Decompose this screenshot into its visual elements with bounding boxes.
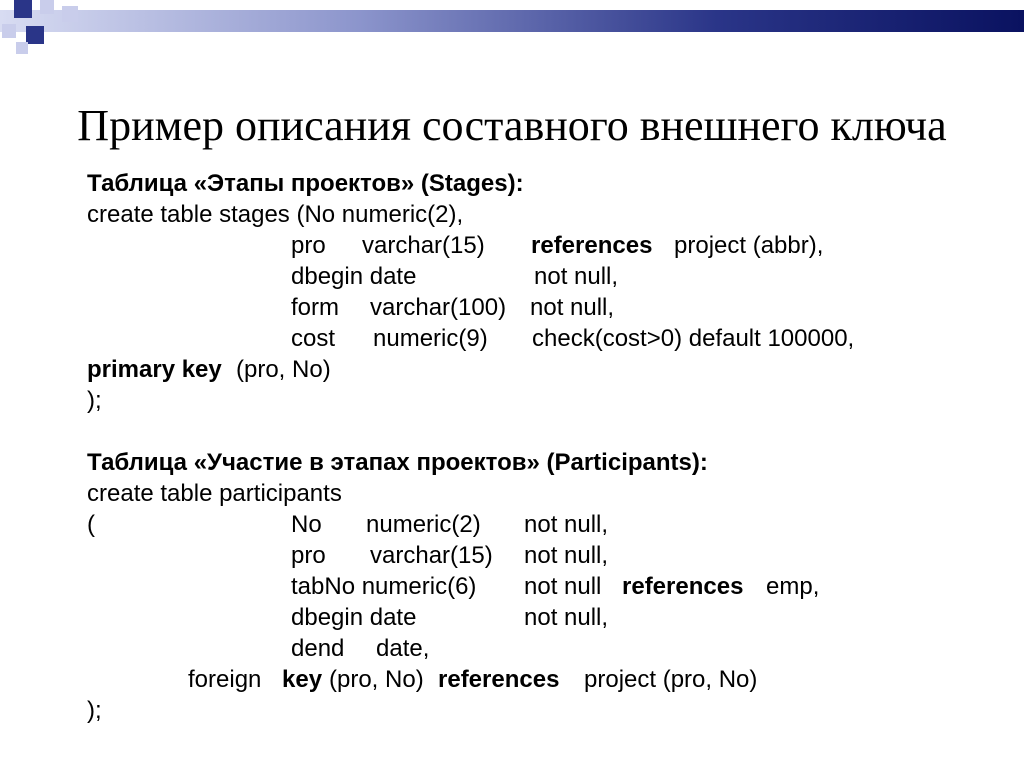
decor-square: [16, 42, 28, 54]
references-keyword: references: [531, 232, 653, 259]
column-type: numeric(9): [373, 325, 488, 352]
column-type: varchar(15): [362, 232, 485, 259]
primary-key-columns: (pro, No): [236, 356, 331, 383]
references-keyword: references: [438, 666, 560, 693]
slide-title: Пример описания составного внешнего ключа: [77, 101, 947, 150]
references-keyword: references: [622, 573, 744, 600]
decor-square: [62, 6, 78, 22]
stages-create-line: create table stages (No numeric(2),: [87, 201, 464, 228]
stages-heading: Таблица «Этапы проектов» (Stages):: [87, 170, 524, 197]
participants-heading: Таблица «Участие в этапах проектов» (Participants):: [87, 449, 708, 476]
column-constraint: not null: [524, 573, 602, 600]
participants-create-line: create table participants: [87, 480, 342, 507]
primary-key-keyword: primary key: [87, 356, 222, 383]
reference-target: emp,: [766, 573, 820, 600]
open-paren: (: [87, 511, 95, 538]
column-constraint: not null,: [534, 263, 619, 290]
column-name: tabNo numeric(6): [291, 573, 477, 600]
reference-target: project (abbr),: [674, 232, 824, 259]
column-name: cost: [291, 325, 336, 352]
key-keyword: key: [282, 666, 323, 693]
column-type: numeric(2): [366, 511, 481, 538]
foreign-key-columns: (pro, No): [329, 666, 424, 693]
column-constraint: not null,: [524, 542, 609, 569]
foreign-keyword: foreign: [188, 666, 262, 693]
column-name: dend: [291, 635, 345, 662]
reference-target: project (pro, No): [584, 666, 758, 693]
column-name: No: [291, 511, 322, 538]
column-constraint: not null,: [530, 294, 615, 321]
column-constraint: check(cost>0) default 100000,: [532, 325, 855, 352]
decor-square: [14, 0, 32, 18]
column-type: varchar(15): [370, 542, 493, 569]
stages-close: );: [87, 387, 102, 414]
decor-square: [40, 0, 54, 14]
decor-square: [26, 26, 44, 44]
decor-square: [2, 24, 16, 38]
header-band: [0, 10, 1024, 32]
column-name: form: [291, 294, 339, 321]
column-name: pro: [291, 232, 326, 259]
column-constraint: not null,: [524, 511, 609, 538]
column-type: date,: [376, 635, 430, 662]
participants-close: );: [87, 697, 102, 724]
column-type: varchar(100): [370, 294, 507, 321]
column-name: dbegin date: [291, 263, 417, 290]
column-name: dbegin date: [291, 604, 417, 631]
column-constraint: not null,: [524, 604, 609, 631]
column-name: pro: [291, 542, 326, 569]
